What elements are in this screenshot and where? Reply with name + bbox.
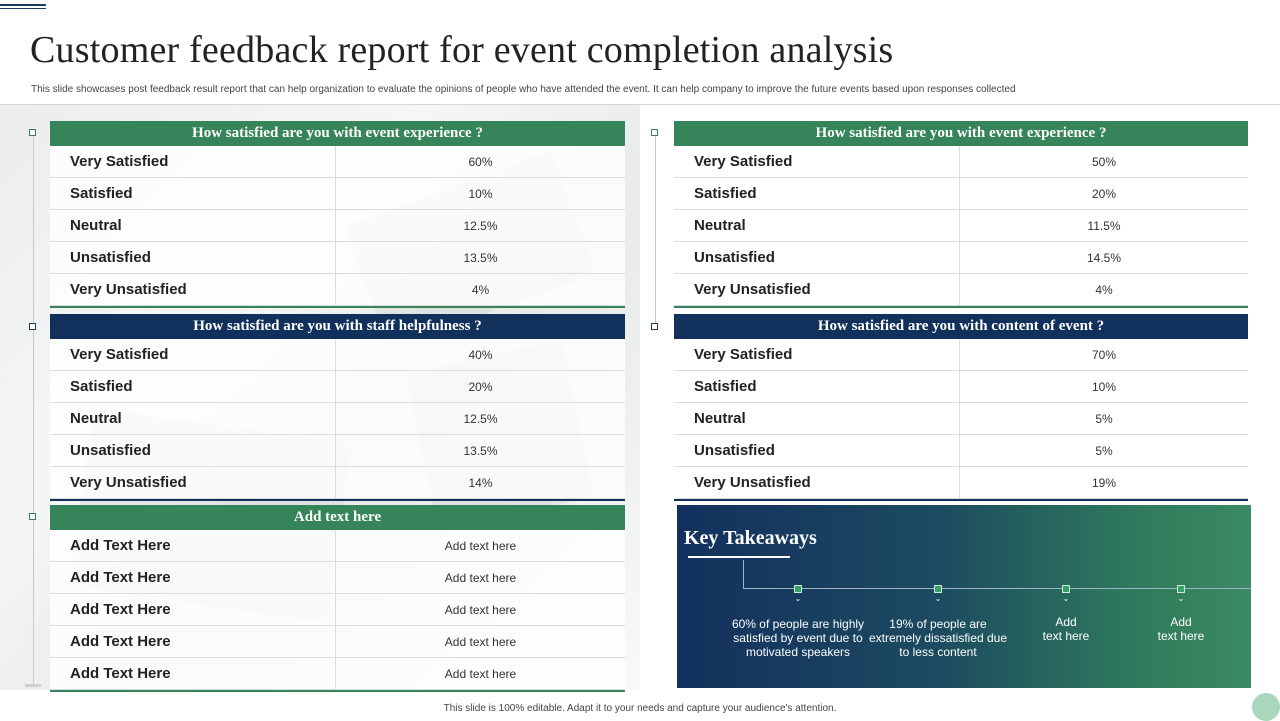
- row-label: Neutral: [50, 210, 336, 242]
- table-row: [50, 530, 625, 562]
- row-label: Neutral: [674, 210, 960, 242]
- page-subtitle: This slide showcases post feedback result report that can help organization to evaluate the opinions of people who have attended the event. It can help company to improve the future events based upon responses collected: [31, 84, 1016, 95]
- row-value: 10%: [960, 371, 1249, 403]
- title-underline: [688, 556, 790, 558]
- panel-event-experience-left: [50, 121, 625, 308]
- table-row: [674, 274, 1248, 306]
- row-value: 14.5%: [960, 242, 1249, 274]
- row-label: Satisfied: [50, 371, 336, 403]
- table-row: [50, 435, 625, 467]
- panel-bottom-line: [674, 499, 1248, 501]
- row-value: 20%: [336, 371, 626, 403]
- row-value: Add text here: [336, 562, 626, 594]
- row-label: Neutral: [674, 403, 960, 435]
- scroll-indicator: [25, 684, 41, 687]
- table-row: [674, 178, 1248, 210]
- row-label: Unsatisfied: [50, 242, 336, 274]
- row-label: Very Satisfied: [50, 339, 336, 371]
- panel-heading: How satisfied are you with event experience ?: [674, 121, 1248, 146]
- row-value: 5%: [960, 435, 1249, 467]
- timeline-node: [1062, 585, 1070, 593]
- bullet-marker: [651, 129, 658, 136]
- row-value: 4%: [336, 274, 626, 306]
- table-row: [674, 242, 1248, 274]
- row-label: Satisfied: [674, 178, 960, 210]
- row-label: Satisfied: [674, 371, 960, 403]
- table-row: [50, 339, 625, 371]
- divider: [0, 104, 1280, 105]
- row-value: 19%: [960, 467, 1249, 499]
- row-label: Unsatisfied: [674, 242, 960, 274]
- panel-heading: How satisfied are you with content of event ?: [674, 314, 1248, 339]
- panel-bottom-line: [674, 306, 1248, 308]
- connector-line: [743, 588, 1251, 589]
- table-row: [50, 371, 625, 403]
- row-value: 12.5%: [336, 403, 626, 435]
- panel-bottom-line: [50, 499, 625, 501]
- row-label: Very Unsatisfied: [674, 274, 960, 306]
- table-row: [674, 146, 1248, 178]
- panel-add-text: [50, 505, 625, 692]
- bullet-marker: [651, 323, 658, 330]
- row-label: Unsatisfied: [674, 435, 960, 467]
- table-row: [674, 403, 1248, 435]
- chevron-down-icon: ⌄: [1062, 594, 1070, 603]
- table-row: [50, 562, 625, 594]
- key-takeaways-box: [677, 505, 1251, 688]
- key-takeaways-title: Key Takeaways: [684, 527, 817, 549]
- takeaway-item: Add text here: [1157, 615, 1205, 643]
- row-value: 70%: [960, 339, 1249, 371]
- timeline-node: [934, 585, 942, 593]
- row-value: 10%: [336, 178, 626, 210]
- panel-bottom-line: [50, 690, 625, 692]
- row-value: 4%: [960, 274, 1249, 306]
- row-value: 11.5%: [960, 210, 1249, 242]
- row-value: 60%: [336, 146, 626, 178]
- accent-line: [0, 4, 46, 6]
- accent-line: [0, 8, 46, 9]
- bullet-marker: [29, 129, 36, 136]
- panel-heading: How satisfied are you with event experience ?: [50, 121, 625, 146]
- row-label: Add Text Here: [50, 562, 336, 594]
- table-row: [50, 658, 625, 690]
- chevron-down-icon: ⌄: [1177, 594, 1185, 603]
- feedback-table: [674, 339, 1248, 499]
- row-value: 20%: [960, 178, 1249, 210]
- row-value: 12.5%: [336, 210, 626, 242]
- row-label: Very Satisfied: [674, 146, 960, 178]
- timeline-node: [1177, 585, 1185, 593]
- table-row: [674, 210, 1248, 242]
- feedback-table: [50, 339, 625, 499]
- table-row: [674, 339, 1248, 371]
- feedback-table: [674, 146, 1248, 306]
- table-row: [50, 178, 625, 210]
- chevron-down-icon: ⌄: [794, 594, 802, 603]
- table-row: [50, 403, 625, 435]
- panel-staff-helpfulness: [50, 314, 625, 501]
- table-row: [674, 467, 1248, 499]
- row-label: Very Satisfied: [674, 339, 960, 371]
- table-row: [50, 146, 625, 178]
- row-value: 14%: [336, 467, 626, 499]
- feedback-table: [50, 146, 625, 306]
- row-label: Very Unsatisfied: [50, 467, 336, 499]
- row-value: 5%: [960, 403, 1249, 435]
- decorative-circle: [1252, 693, 1280, 721]
- table-row: [50, 242, 625, 274]
- row-value: 40%: [336, 339, 626, 371]
- row-label: Very Unsatisfied: [50, 274, 336, 306]
- row-label: Add Text Here: [50, 626, 336, 658]
- row-label: Very Unsatisfied: [674, 467, 960, 499]
- row-label: Add Text Here: [50, 530, 336, 562]
- feedback-table: [50, 530, 625, 690]
- row-value: 13.5%: [336, 435, 626, 467]
- footer-note: This slide is 100% editable. Adapt it to your needs and capture your audience's attention.: [443, 703, 837, 714]
- row-value: Add text here: [336, 530, 626, 562]
- table-row: [674, 435, 1248, 467]
- row-label: Unsatisfied: [50, 435, 336, 467]
- row-value: Add text here: [336, 594, 626, 626]
- table-row: [674, 371, 1248, 403]
- row-value: 50%: [960, 146, 1249, 178]
- row-value: 13.5%: [336, 242, 626, 274]
- table-row: [50, 467, 625, 499]
- row-value: Add text here: [336, 626, 626, 658]
- takeaway-item: Add text here: [1042, 615, 1090, 643]
- panel-heading: Add text here: [50, 505, 625, 530]
- row-value: Add text here: [336, 658, 626, 690]
- panel-heading: How satisfied are you with staff helpfulness ?: [50, 314, 625, 339]
- table-row: [50, 594, 625, 626]
- row-label: Add Text Here: [50, 594, 336, 626]
- row-label: Add Text Here: [50, 658, 336, 690]
- row-label: Neutral: [50, 403, 336, 435]
- bullet-marker: [29, 323, 36, 330]
- table-row: [50, 274, 625, 306]
- bullet-marker: [29, 513, 36, 520]
- panel-event-experience-right: [674, 121, 1248, 308]
- takeaway-item: 19% of people are extremely dissatisfied due to less content: [868, 617, 1008, 659]
- takeaway-item: 60% of people are highly satisfied by event due to motivated speakers: [731, 617, 865, 659]
- chevron-down-icon: ⌄: [934, 594, 942, 603]
- panel-bottom-line: [50, 306, 625, 308]
- timeline-line-left: [33, 136, 34, 686]
- page-title: Customer feedback report for event completion analysis: [30, 29, 894, 71]
- row-label: Very Satisfied: [50, 146, 336, 178]
- connector-line: [743, 560, 744, 588]
- timeline-node: [794, 585, 802, 593]
- table-row: [50, 626, 625, 658]
- timeline-line-right: [655, 136, 656, 326]
- row-label: Satisfied: [50, 178, 336, 210]
- table-row: [50, 210, 625, 242]
- panel-content-of-event: [674, 314, 1248, 501]
